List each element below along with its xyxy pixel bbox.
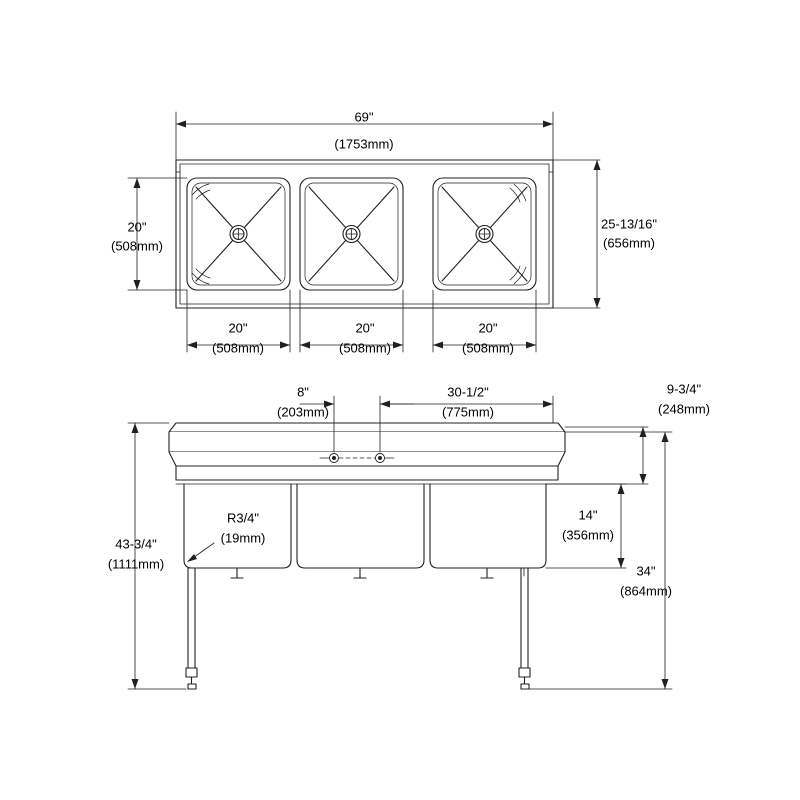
dim-bowl-width-center-metric: (508mm) [338,340,392,356]
dim-faucet-to-end-imperial: 30-1/2" [447,384,489,400]
dim-top-overall-width-metric: (1753mm) [334,136,394,152]
dim-top-bowl-depth-metric: (508mm) [110,238,164,254]
dim-top-overall-width-imperial: 69" [354,109,374,125]
dim-faucet-to-end-metric: (775mm) [441,404,495,420]
dim-overall-height-metric: (1111mm) [107,556,165,572]
dim-bowl-width-center-imperial: 20" [355,320,375,336]
dim-corner-radius-metric: (19mm) [220,530,266,546]
dim-backsplash-height-metric: (248mm) [657,401,711,417]
dim-faucet-hole-spacing-metric: (203mm) [276,404,330,420]
dim-top-bowl-depth-imperial: 20" [127,219,147,235]
dim-corner-radius-imperial: R3/4" [226,510,260,526]
dim-top-overall-depth-metric: (656mm) [602,235,656,251]
dim-faucet-hole-spacing-imperial: 8" [297,384,309,400]
dim-bowl-depth-imperial: 14" [578,507,598,523]
dim-bowl-width-right-metric: (508mm) [461,340,515,356]
dim-bowl-width-left-imperial: 20" [228,320,248,336]
dim-overall-height-imperial: 43-3/4" [115,536,157,552]
dim-bowl-width-left-metric: (508mm) [211,340,265,356]
dim-work-surface-height-metric: (864mm) [619,583,673,599]
dim-work-surface-height-imperial: 34" [636,563,656,579]
dim-backsplash-height-imperial: 9-3/4" [666,381,702,397]
dim-bowl-width-right-imperial: 20" [478,320,498,336]
dim-bowl-depth-metric: (356mm) [561,527,615,543]
dim-top-overall-depth-imperial: 25-13/16" [601,216,657,232]
